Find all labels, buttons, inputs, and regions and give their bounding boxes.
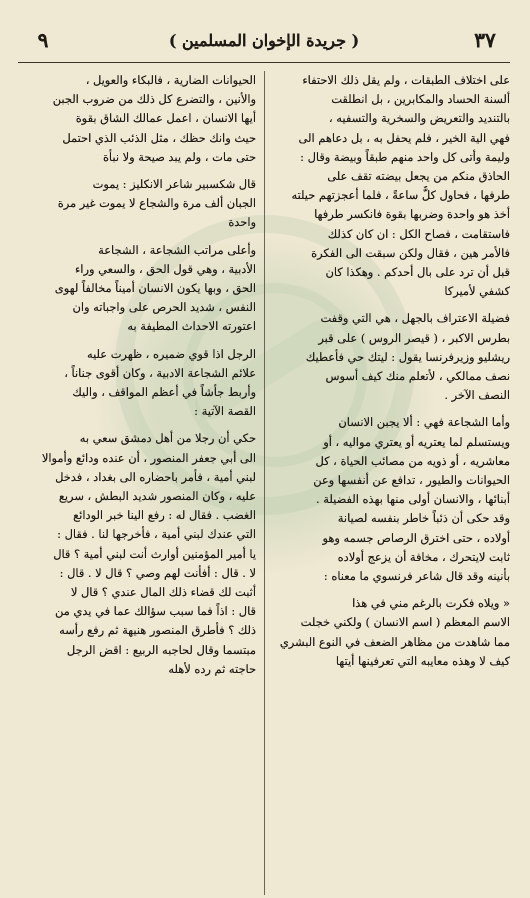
left-line: وأعلى مراتب الشجاعة ، الشجاعة xyxy=(98,242,256,257)
left-line: لبني أمية ، فأمر باحضاره الى بغداد ، فدخل xyxy=(55,469,256,484)
right-line: نصف ممالكي ، لأتعلم منك كيف أسوس xyxy=(325,369,510,384)
left-spacer xyxy=(18,421,256,429)
right-spacer xyxy=(272,586,510,594)
right-line: أبنائها ، والانسان أولى منها بهذه الفضيلة . xyxy=(316,492,510,507)
right-line: وليمة وأتى كل واحد منهم طبقاً وبيضة وقال : xyxy=(300,149,510,164)
right-line: طرفها ، فحاول كلٌّ ساعةً ، فلما أعجزتهم حيلته xyxy=(291,188,510,203)
page-number-left: ٩ xyxy=(37,28,49,52)
left-line: قال : اذاً فما سبب سؤالك عما في يدي من xyxy=(55,604,256,619)
right-line: ريشليو وزيرفرنسا يقول : ليتك حي فأعطيك xyxy=(305,349,510,364)
left-line: قال شكسبير شاعر الانكليز : يموت xyxy=(92,177,256,192)
left-line: الحق ، وبها يكون الانسان أميناً مخالفاً لهوى xyxy=(54,281,256,296)
page-header xyxy=(18,18,510,63)
left-line: أيها الانسان ، اعمل عمالك الشاق بقوة xyxy=(75,111,256,126)
right-line: وقد حكى أن ذئباً خاطر بنفسه لصيانة xyxy=(337,511,510,526)
right-line: بالتنديد والتعريض والسخرية والتسفيه ، xyxy=(328,111,510,126)
right-line: ثابت لايتحرك ، مخافة أن يزعج أولاده xyxy=(337,549,510,564)
left-line: ذلك ؟ فأطرق المنصور هنيهة ثم رفع رأسه xyxy=(59,623,256,638)
left-line: عليه ، وكان المنصور شديد البطش ، سريع xyxy=(58,489,256,504)
left-line: الرجل اذا قوي ضميره ، ظهرت عليه xyxy=(86,346,256,361)
left-line: حاجته ثم رده لأهله xyxy=(168,661,256,676)
right-line: فهي الية الخير ، فلم يحفل به ، بل دعاهم الى xyxy=(298,130,510,145)
left-line: الغضب . فقال له : رفع الينا خبر الودائع xyxy=(73,508,256,523)
right-spacer xyxy=(272,301,510,309)
right-line: الاسم المعظم ( اسم الانسان ) ولكني خجلت xyxy=(300,615,510,630)
left-line: حتى مات ، ولم يبد صيحة ولا نبأة xyxy=(102,149,256,164)
right-line: أولاده ، حتى اخترق الرصاص جسمه وهو xyxy=(322,530,510,545)
left-line: الى أبي جعفر المنصور ، أن عنده ودائع وأموالا xyxy=(41,450,256,465)
right-line: فالأمر هين ، فقال ولكن سبقت الى الفكرة xyxy=(311,245,510,260)
article-columns xyxy=(18,71,510,895)
right-line: بطرس الاكبر ، ( قيصر الروس ) على قبر xyxy=(318,330,510,345)
right-line: الحاذق منكم من يجعل بيضته تقف على xyxy=(327,169,510,184)
left-line: الجبان ألف مرة والشجاع لا يموت غير مرة xyxy=(57,196,256,211)
left-line: حيث وانك حظك ، مثل الذئب الذي احتمل xyxy=(62,130,256,145)
right-line: ألسنة الحساد والمكابرين ، بل انطلقت xyxy=(331,92,510,107)
page-number-right: ٣٧ xyxy=(474,28,496,52)
left-line: اعتورته الاحداث المطيفة به xyxy=(127,319,256,334)
right-line: وأما الشجاعة فهي : ألا يجبن الانسان xyxy=(338,415,510,430)
right-line: كشفي لأميركا xyxy=(444,284,510,299)
right-line: فضيلة الاعتراف بالجهل ، هي التي وقفت xyxy=(320,311,510,326)
left-line: حكي أن رجلا من أهل دمشق سعي به xyxy=(79,431,256,446)
left-line: لا . قال : أفأنت لهم وصي ؟ قال لا . قال : xyxy=(59,565,256,580)
right-line: على اختلاف الطبقات ، ولم يقل ذلك الاحتفاء xyxy=(302,73,510,87)
left-spacer xyxy=(18,167,256,175)
right-line: « ويلاه فكرت بالرغم مني في هذا xyxy=(352,596,510,611)
left-line: واحدة xyxy=(228,215,256,230)
right-line: كيف لا وهذه معايبه التي تعرفينها أيتها xyxy=(335,653,510,668)
left-line: وأربط جأشاً في أعظم المواقف ، واليك xyxy=(72,385,256,400)
right-line: بأنينه وقد قال شاعر فرنسوي ما معناه : xyxy=(323,569,510,584)
left-line: النفس ، شديد الحرص على واجباته وان xyxy=(72,300,256,315)
left-line: أثبت لك قضاء ذلك المال عندي ؟ قال لا xyxy=(70,585,256,600)
right-line: قبل أن ترد على بال أحدكم . وهكذا كان xyxy=(325,265,510,280)
right-line: الحيوانات والطيور ، تدافع عن أنفسها وعن xyxy=(313,473,510,488)
left-column xyxy=(18,71,256,895)
left-line: والأنين ، والتضرع كل ذلك من ضروب الجبن xyxy=(52,92,256,107)
right-line: النصف الآخر . xyxy=(444,388,510,403)
right-line: أخذ هو واحدة وضربها بقوة فانكسر طرفها xyxy=(314,207,510,222)
left-spacer xyxy=(18,233,256,241)
right-line: مما شاهدت من مظاهر الضعف في النوع البشري xyxy=(279,634,510,649)
left-line: الحيوانات الضارية ، فالبكاء والعويل ، xyxy=(85,73,256,87)
left-line: مبتسما وقال لحاجبه الربيع : اقض الرجل xyxy=(66,642,256,657)
left-spacer xyxy=(18,337,256,345)
right-line: فاستقامت ، فصاح الكل : ان كان كذلك xyxy=(327,226,510,241)
right-column xyxy=(272,71,510,895)
left-line: يا أمير المؤمنين أوارث أنت لبني أمية ؟ قال xyxy=(53,546,256,561)
left-line: الأدبية ، وهي قول الحق ، والسعي وراء xyxy=(74,261,256,276)
left-line: التي عندك لبني أمية ، فأخرجها لنا . فقال : xyxy=(57,527,256,542)
left-line: علائم الشجاعة الادبية ، وكان أقوى جناناً ، xyxy=(64,365,256,380)
left-line: القصة الآتية : xyxy=(194,404,256,419)
right-spacer xyxy=(272,405,510,413)
right-line: معاشريه ، أو ذويه من مصائب الحياة ، كل xyxy=(315,453,510,468)
newspaper-title: ( جريدة الإخوان المسلمين ) xyxy=(168,30,360,50)
right-line: ويستسلم لما يعتريه أو يعتري مواليه ، أو xyxy=(323,434,510,449)
